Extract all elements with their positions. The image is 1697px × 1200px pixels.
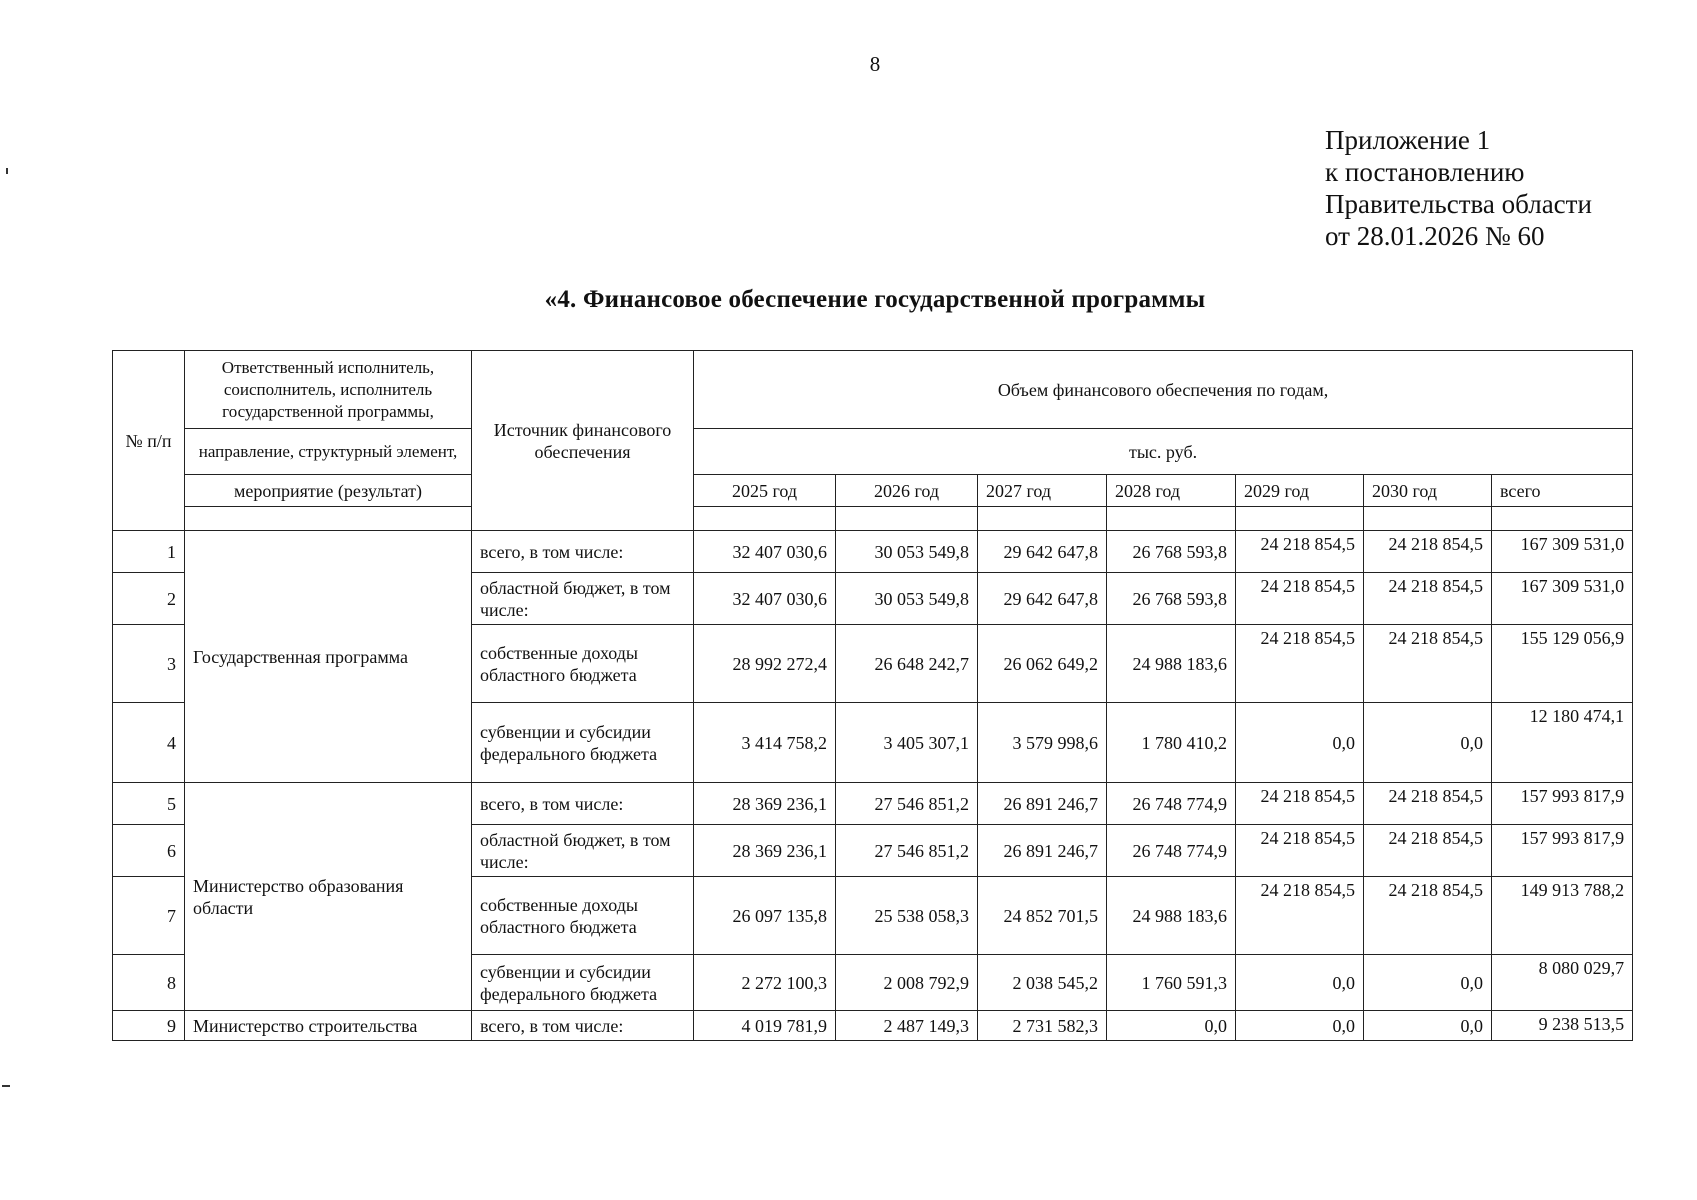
- row-number: 2: [113, 573, 185, 625]
- year-value-cell: 24 988 183,6: [1107, 625, 1236, 703]
- header-executor-a: Ответственный исполнитель, соисполнитель, исполнитель государственной программы,: [185, 351, 472, 429]
- row-number: 9: [113, 1011, 185, 1041]
- year-value-cell: 0,0: [1107, 1011, 1236, 1041]
- total-value-cell: 167 309 531,0: [1492, 573, 1633, 625]
- row-number: 6: [113, 825, 185, 877]
- row-number: 8: [113, 955, 185, 1011]
- year-value-cell: 1 760 591,3: [1107, 955, 1236, 1011]
- total-value-cell: 157 993 817,9: [1492, 783, 1633, 825]
- year-value-cell: 26 062 649,2: [978, 625, 1107, 703]
- year-value-cell: 27 546 851,2: [836, 783, 978, 825]
- year-value-cell: 24 218 854,5: [1364, 877, 1492, 955]
- appendix-line: к постановлению: [1325, 157, 1525, 187]
- appendix-line: от 28.01.2026 № 60: [1325, 221, 1545, 251]
- year-value-cell: 32 407 030,6: [694, 531, 836, 573]
- table-row: [113, 531, 1633, 573]
- header-unit: тыс. руб.: [694, 429, 1633, 475]
- total-value-cell: 167 309 531,0: [1492, 531, 1633, 573]
- year-value-cell: 26 768 593,8: [1107, 573, 1236, 625]
- year-value-cell: 3 405 307,1: [836, 703, 978, 783]
- year-value-cell: 24 218 854,5: [1364, 573, 1492, 625]
- year-value-cell: 0,0: [1236, 1011, 1364, 1041]
- year-value-cell: 26 748 774,9: [1107, 783, 1236, 825]
- row-number: 1: [113, 531, 185, 573]
- year-value-cell: 0,0: [1236, 955, 1364, 1011]
- year-value-cell: 0,0: [1364, 1011, 1492, 1041]
- executor-cell: Министерство строительства: [185, 1011, 472, 1041]
- year-value-cell: 24 218 854,5: [1364, 531, 1492, 573]
- header-num: № п/п: [113, 351, 185, 531]
- scan-margin-mark: [2, 1085, 10, 1087]
- header-year: 2028 год: [1107, 475, 1236, 507]
- year-value-cell: 30 053 549,8: [836, 531, 978, 573]
- header-volume: Объем финансового обеспечения по годам,: [694, 351, 1633, 429]
- financing-table: [112, 350, 1633, 1041]
- year-value-cell: 2 008 792,9: [836, 955, 978, 1011]
- year-value-cell: 24 218 854,5: [1236, 877, 1364, 955]
- year-value-cell: 0,0: [1364, 955, 1492, 1011]
- year-value-cell: 32 407 030,6: [694, 573, 836, 625]
- table-row: [113, 1011, 1633, 1041]
- appendix-block: [1325, 124, 1592, 252]
- year-value-cell: 25 538 058,3: [836, 877, 978, 955]
- year-value-cell: 24 218 854,5: [1236, 825, 1364, 877]
- year-value-cell: 24 852 701,5: [978, 877, 1107, 955]
- year-value-cell: 24 218 854,5: [1236, 573, 1364, 625]
- year-value-cell: 24 218 854,5: [1364, 783, 1492, 825]
- year-value-cell: 24 218 854,5: [1236, 531, 1364, 573]
- year-value-cell: 24 218 854,5: [1236, 783, 1364, 825]
- year-value-cell: 3 579 998,6: [978, 703, 1107, 783]
- page-number: 8: [869, 52, 881, 76]
- header-executor-b: направление, структурный элемент,: [185, 429, 472, 475]
- year-value-cell: 27 546 851,2: [836, 825, 978, 877]
- header-spacer: [836, 507, 978, 531]
- header-year-total: всего: [1492, 475, 1633, 507]
- source-cell: собственные доходы областного бюджета: [472, 877, 694, 955]
- year-value-cell: 30 053 549,8: [836, 573, 978, 625]
- year-value-cell: 29 642 647,8: [978, 531, 1107, 573]
- row-number: 5: [113, 783, 185, 825]
- section-title: «4. Финансовое обеспечение государственной программы: [544, 286, 1206, 313]
- header-year: 2026 год: [836, 475, 978, 507]
- year-value-cell: 1 780 410,2: [1107, 703, 1236, 783]
- year-value-cell: 28 992 272,4: [694, 625, 836, 703]
- table-row: [113, 783, 1633, 825]
- row-number: 3: [113, 625, 185, 703]
- row-number: 7: [113, 877, 185, 955]
- total-value-cell: 157 993 817,9: [1492, 825, 1633, 877]
- year-value-cell: 26 748 774,9: [1107, 825, 1236, 877]
- header-spacer: [1364, 507, 1492, 531]
- scan-margin-mark: [6, 168, 8, 174]
- year-value-cell: 28 369 236,1: [694, 825, 836, 877]
- year-value-cell: 24 218 854,5: [1364, 825, 1492, 877]
- total-value-cell: 155 129 056,9: [1492, 625, 1633, 703]
- year-value-cell: 24 218 854,5: [1364, 625, 1492, 703]
- row-number: 4: [113, 703, 185, 783]
- year-value-cell: 24 988 183,6: [1107, 877, 1236, 955]
- header-year: 2027 год: [978, 475, 1107, 507]
- year-value-cell: 4 019 781,9: [694, 1011, 836, 1041]
- source-cell: областной бюджет, в том числе:: [472, 573, 694, 625]
- executor-cell: Государственная программа: [185, 531, 472, 783]
- source-cell: субвенции и субсидии федерального бюджета: [472, 703, 694, 783]
- source-cell: всего, в том числе:: [472, 1011, 694, 1041]
- header-spacer: [978, 507, 1107, 531]
- year-value-cell: 28 369 236,1: [694, 783, 836, 825]
- header-spacer: [694, 507, 836, 531]
- year-value-cell: 26 648 242,7: [836, 625, 978, 703]
- header-source: Источник финансового обеспечения: [472, 351, 694, 531]
- year-value-cell: 26 891 246,7: [978, 783, 1107, 825]
- year-value-cell: 0,0: [1364, 703, 1492, 783]
- appendix-line: Правительства области: [1325, 189, 1592, 219]
- header-year: 2025 год: [694, 475, 836, 507]
- total-value-cell: 8 080 029,7: [1492, 955, 1633, 1011]
- total-value-cell: 149 913 788,2: [1492, 877, 1633, 955]
- year-value-cell: 2 487 149,3: [836, 1011, 978, 1041]
- source-cell: всего, в том числе:: [472, 783, 694, 825]
- year-value-cell: 3 414 758,2: [694, 703, 836, 783]
- header-spacer: [185, 507, 472, 531]
- header-year: 2030 год: [1364, 475, 1492, 507]
- source-cell: собственные доходы областного бюджета: [472, 625, 694, 703]
- header-spacer: [1236, 507, 1364, 531]
- year-value-cell: 26 891 246,7: [978, 825, 1107, 877]
- year-value-cell: 29 642 647,8: [978, 573, 1107, 625]
- year-value-cell: 2 038 545,2: [978, 955, 1107, 1011]
- header-executor-c: мероприятие (результат): [185, 475, 472, 507]
- source-cell: всего, в том числе:: [472, 531, 694, 573]
- total-value-cell: 12 180 474,1: [1492, 703, 1633, 783]
- year-value-cell: 2 272 100,3: [694, 955, 836, 1011]
- year-value-cell: 0,0: [1236, 703, 1364, 783]
- appendix-line: Приложение 1: [1325, 125, 1491, 155]
- header-year: 2029 год: [1236, 475, 1364, 507]
- year-value-cell: 2 731 582,3: [978, 1011, 1107, 1041]
- source-cell: областной бюджет, в том числе:: [472, 825, 694, 877]
- source-cell: субвенции и субсидии федерального бюджета: [472, 955, 694, 1011]
- total-value-cell: 9 238 513,5: [1492, 1011, 1633, 1041]
- executor-cell: Министерство образования области: [185, 783, 472, 1011]
- header-spacer: [1107, 507, 1236, 531]
- year-value-cell: 24 218 854,5: [1236, 625, 1364, 703]
- year-value-cell: 26 768 593,8: [1107, 531, 1236, 573]
- header-spacer: [1492, 507, 1633, 531]
- year-value-cell: 26 097 135,8: [694, 877, 836, 955]
